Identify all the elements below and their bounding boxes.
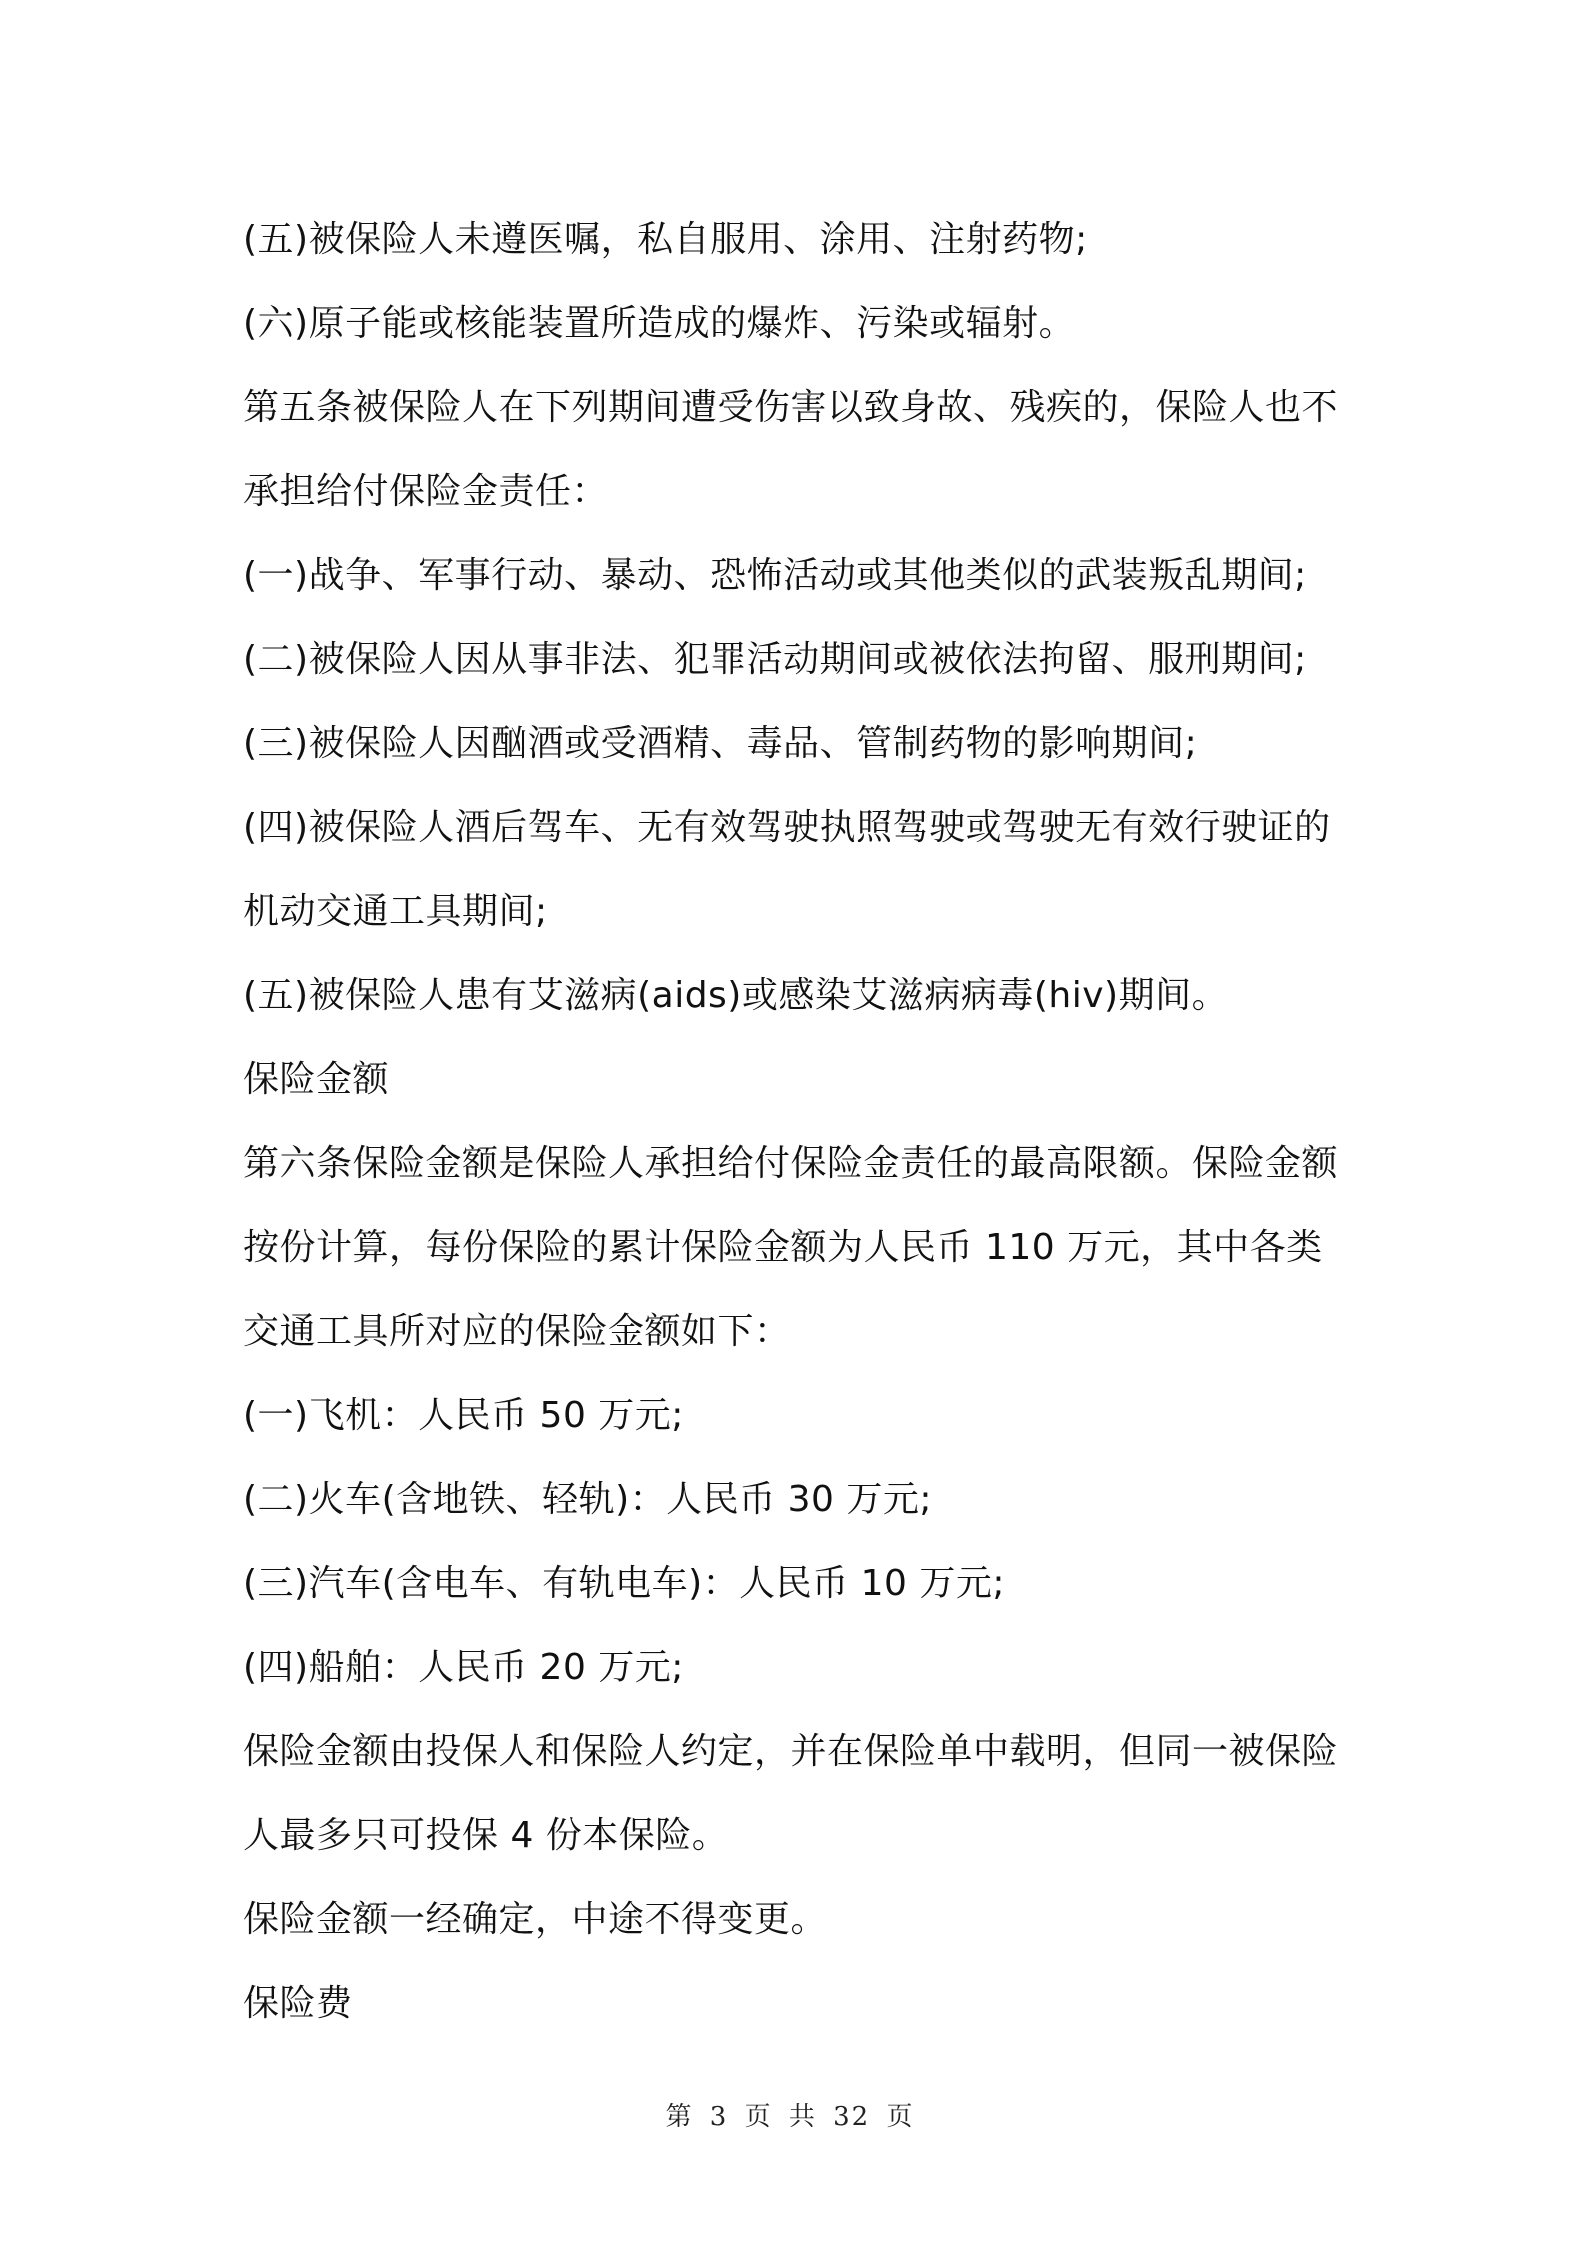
section-heading: 保险费	[243, 1983, 353, 2024]
paragraph-line: 第五条被保险人在下列期间遭受伤害以致身故、残疾的，保险人也不	[243, 387, 1339, 428]
footer-page-unit: 页	[744, 2102, 773, 2132]
paragraph-line: (一)战争、军事行动、暴动、恐怖活动或其他类似的武装叛乱期间;	[243, 555, 1307, 596]
footer-page-number: 3	[709, 2102, 729, 2132]
paragraph-line: (四)被保险人酒后驾车、无有效驾驶执照驾驶或驾驶无有效行驶证的	[243, 807, 1331, 848]
footer-total-prefix: 共	[788, 2102, 817, 2132]
footer-prefix: 第	[665, 2102, 694, 2132]
paragraph-line: (六)原子能或核能装置所造成的爆炸、污染或辐射。	[243, 303, 1076, 344]
page-footer	[0, 2096, 1586, 2133]
paragraph-line: (一)飞机：人民币 50 万元;	[243, 1395, 684, 1436]
paragraph-line: 保险金额由投保人和保险人约定，并在保险单中载明，但同一被保险	[243, 1731, 1339, 1772]
paragraph-line: 机动交通工具期间;	[243, 891, 548, 932]
paragraph-line: 按份计算，每份保险的累计保险金额为人民币 110 万元，其中各类	[243, 1227, 1323, 1268]
paragraph-line: 第六条保险金额是保险人承担给付保险金责任的最高限额。保险金额	[243, 1143, 1339, 1184]
section-heading: 保险金额	[243, 1059, 390, 1100]
document-body	[243, 198, 1363, 2046]
paragraph-line: (二)火车(含地铁、轻轨)：人民币 30 万元;	[243, 1479, 933, 1520]
paragraph-line: (三)被保险人因酗酒或受酒精、毒品、管制药物的影响期间;	[243, 723, 1198, 764]
paragraph-line: 人最多只可投保 4 份本保险。	[243, 1815, 729, 1856]
footer-total-pages: 32	[833, 2102, 871, 2132]
paragraph-line: 承担给付保险金责任：	[243, 471, 609, 512]
footer-total-unit: 页	[886, 2102, 915, 2132]
paragraph-line: 交通工具所对应的保险金额如下：	[243, 1311, 791, 1352]
paragraph-line: (四)船舶：人民币 20 万元;	[243, 1647, 684, 1688]
paragraph-line: (二)被保险人因从事非法、犯罪活动期间或被依法拘留、服刑期间;	[243, 639, 1307, 680]
paragraph-line: (五)被保险人未遵医嘱，私自服用、涂用、注射药物;	[243, 219, 1088, 260]
paragraph-line: (三)汽车(含电车、有轨电车)：人民币 10 万元;	[243, 1563, 1006, 1604]
paragraph-line: 保险金额一经确定，中途不得变更。	[243, 1899, 828, 1940]
paragraph-line: (五)被保险人患有艾滋病(aids)或感染艾滋病病毒(hiv)期间。	[243, 975, 1229, 1016]
